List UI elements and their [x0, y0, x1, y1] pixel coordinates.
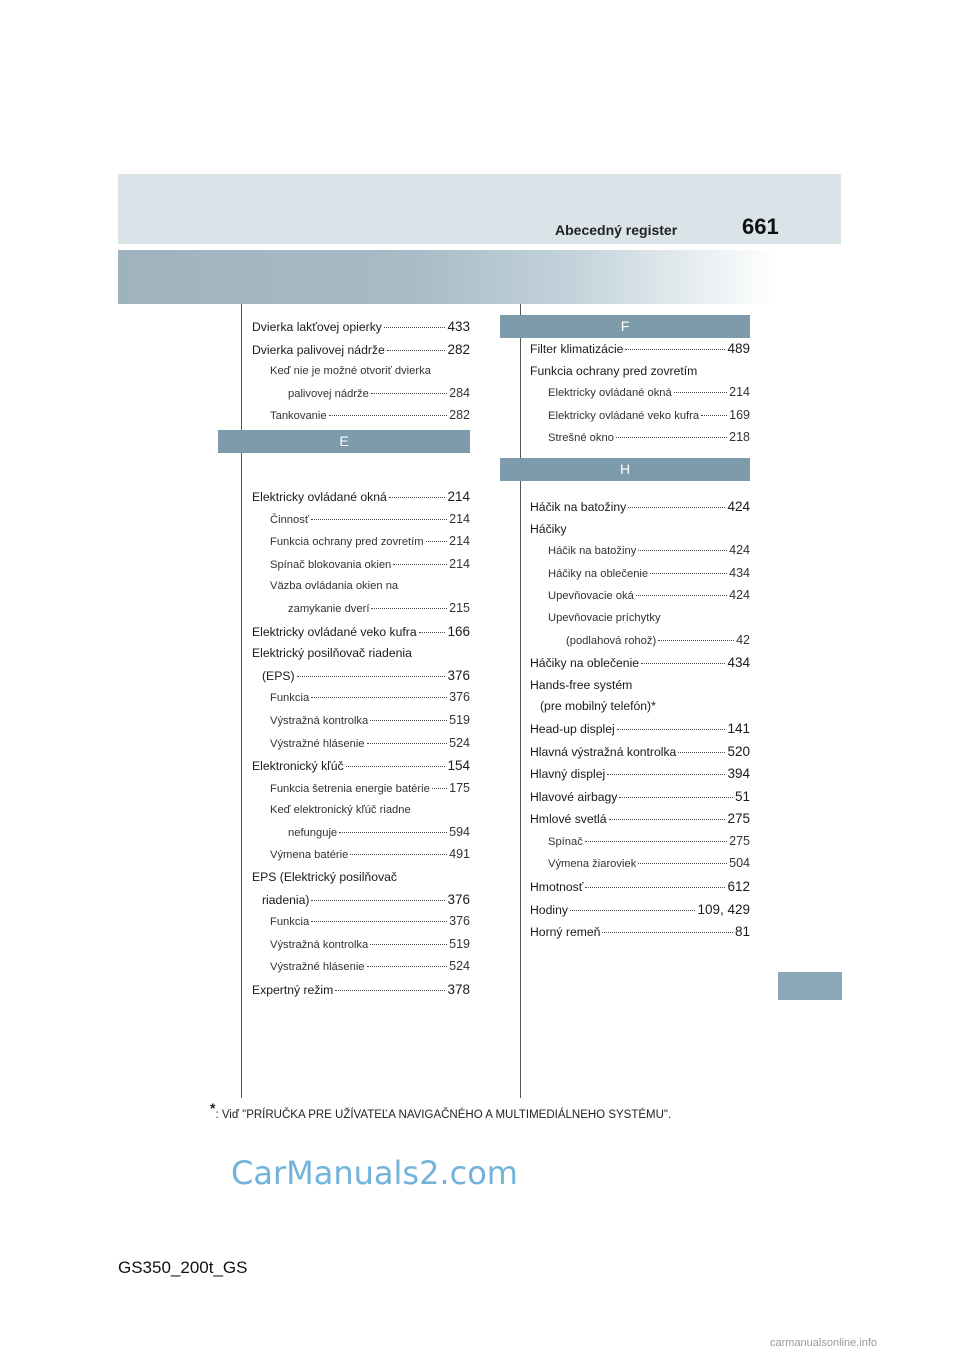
index-entry-label: Strešné okno — [548, 432, 614, 445]
index-entry-page: 214 — [449, 511, 470, 526]
index-entry-label: Hmlové svetlá — [530, 812, 607, 827]
index-entry-label: EPS (Elektrický posilňovač — [252, 870, 397, 885]
index-entry-label: Elektricky ovládané veko kufra — [252, 624, 417, 639]
letter-bar-f: F — [500, 315, 750, 338]
model-code: GS350_200t_GS — [118, 1258, 248, 1277]
index-entry — [530, 519, 750, 541]
index-entry-label: Háčik na batožiny — [530, 499, 627, 514]
index-entry-label: zamykanie dverí — [288, 602, 370, 615]
dot-leader — [311, 921, 447, 922]
index-entry-label: Elektrický posilňovač riadenia — [252, 646, 412, 661]
index-entry — [252, 822, 470, 845]
index-entry — [530, 696, 750, 718]
index-entry-label: Tankovanie — [270, 410, 327, 423]
site-credit: carmanualsonline.info — [770, 1337, 878, 1349]
index-entry-label: Háčiky na oblečenie — [548, 567, 649, 580]
index-entry-page: 434 — [727, 655, 750, 671]
index-entry-page: 214 — [449, 556, 470, 571]
entries-h — [530, 496, 750, 944]
footnote-text: : Viď "PRÍRUČKA PRE UŽÍVATEĽA NAVIGAČNÉHO A MULTIMEDIÁLNEHO SYSTÉMU". — [215, 1108, 672, 1121]
dot-leader — [641, 663, 725, 664]
index-entry — [530, 853, 750, 876]
index-entry-page: 376 — [447, 667, 470, 683]
index-entry-page: 520 — [727, 743, 750, 759]
index-entry-label: Elektronický kľúč — [252, 759, 344, 774]
dot-leader — [638, 863, 727, 864]
index-entry — [252, 361, 470, 383]
index-entry — [252, 621, 470, 644]
index-entry-label: Výmena žiaroviek — [548, 858, 637, 871]
index-entry-page: 434 — [729, 565, 750, 580]
index-entry-page: 154 — [447, 758, 470, 774]
dot-leader — [616, 437, 727, 438]
index-entry — [530, 786, 750, 809]
index-entry — [530, 741, 750, 764]
index-entry-page: 166 — [447, 623, 470, 639]
dot-leader — [602, 932, 733, 933]
index-entry-page: 282 — [447, 341, 470, 357]
dot-leader — [426, 541, 448, 542]
index-entry-label: Výmena batérie — [270, 849, 349, 862]
index-entry-label: (pre mobilný telefón)* — [540, 699, 656, 714]
index-entry-page: 594 — [449, 824, 470, 839]
dot-leader — [638, 550, 727, 551]
dot-leader — [701, 415, 727, 416]
dot-leader — [678, 752, 725, 753]
index-column-right — [530, 338, 750, 944]
index-entry — [530, 763, 750, 786]
index-entry — [530, 382, 750, 405]
index-entry — [252, 934, 470, 957]
index-entry-page: 433 — [447, 319, 470, 334]
index-entry-page: 376 — [447, 891, 470, 907]
index-entry — [252, 598, 470, 621]
index-entry — [252, 687, 470, 710]
page-title: Abecedný register — [555, 222, 678, 238]
index-entry — [252, 665, 470, 688]
index-entry — [252, 755, 470, 778]
index-entry-label: (EPS) — [262, 668, 295, 683]
dot-leader — [674, 392, 727, 393]
index-entry — [530, 608, 750, 630]
index-entry-label: Činnosť — [270, 513, 310, 526]
index-entry-page: 489 — [727, 341, 750, 356]
index-entry-page: 376 — [449, 690, 470, 705]
index-entry-label: Funkcia šetrenia energie batérie — [270, 782, 430, 795]
index-entry — [252, 554, 470, 577]
section-side-tab — [778, 972, 842, 1000]
index-entry — [252, 733, 470, 756]
index-entry-label: Horný remeň — [530, 925, 601, 940]
index-entry-label: Hmotnosť — [530, 880, 584, 895]
index-entry — [252, 383, 470, 406]
index-entry-label: Hodiny — [530, 902, 568, 917]
dot-leader — [350, 854, 447, 855]
dot-leader — [628, 507, 725, 508]
index-entry-label: Elektricky ovládané okná — [548, 387, 672, 400]
index-entry-page: 51 — [734, 788, 750, 804]
index-entry-page: 141 — [727, 720, 750, 736]
index-entry — [530, 808, 750, 831]
index-entry-label: Výstražné hlásenie — [270, 737, 365, 750]
index-entry — [530, 563, 750, 586]
index-entry-label: Upevňovacie príchytky — [548, 611, 661, 624]
index-entry-page: 214 — [447, 488, 470, 504]
index-entry-label: Háčiky — [530, 521, 567, 536]
index-entry-label: Head-up displej — [530, 721, 615, 736]
column-divider-left — [241, 304, 242, 1098]
dot-leader — [297, 676, 446, 677]
index-entry — [530, 540, 750, 563]
dot-leader — [311, 697, 447, 698]
index-entry — [530, 876, 750, 899]
index-entry-label: Väzba ovládania okien na — [270, 580, 399, 593]
index-entry-label: Spínač — [548, 835, 583, 848]
index-entry-page: 491 — [449, 847, 470, 862]
entries-d — [252, 316, 470, 428]
index-entry — [252, 486, 470, 509]
index-entry-page: 424 — [729, 588, 750, 603]
dot-leader — [585, 841, 727, 842]
dot-leader — [370, 944, 447, 945]
dot-leader — [650, 573, 727, 574]
dot-leader — [585, 887, 725, 888]
index-entry-page: 612 — [727, 879, 750, 895]
index-entry-label: Funkcia — [270, 916, 310, 929]
index-entry-page: 175 — [449, 780, 470, 795]
index-entry — [252, 844, 470, 867]
index-entry-label: Dvierka palivovej nádrže — [252, 342, 385, 357]
index-entry-label: nefunguje — [288, 826, 338, 839]
index-entry-label: Hlavný displej — [530, 767, 606, 782]
index-entry-page: 519 — [449, 936, 470, 951]
index-entry-label: Elektricky ovládané okná — [252, 489, 387, 504]
index-entry-page: 275 — [727, 811, 750, 827]
index-entry — [530, 899, 750, 922]
index-entry-label: Elektricky ovládané veko kufra — [548, 409, 700, 422]
index-entry-page: 214 — [449, 534, 470, 549]
index-entry-label: Keď elektronický kľúč riadne — [270, 804, 411, 817]
index-entry-page: 519 — [449, 712, 470, 727]
index-entry-page: 424 — [729, 543, 750, 558]
section-gradient-band — [118, 250, 778, 304]
index-entry-page: 169 — [729, 407, 750, 422]
index-entry-label: riadenia) — [262, 892, 310, 907]
index-entry-label: Výstražná kontrolka — [270, 714, 369, 727]
index-entry — [252, 979, 470, 1002]
index-entry-page: 215 — [449, 600, 470, 615]
index-entry-page: 376 — [449, 914, 470, 929]
dot-leader — [384, 327, 446, 328]
footnote — [210, 1100, 671, 1121]
index-entry — [252, 531, 470, 554]
index-entry-page: 218 — [729, 430, 750, 445]
index-entry-label: Upevňovacie oká — [548, 590, 634, 603]
index-entry-label: Hlavná výstražná kontrolka — [530, 744, 677, 759]
dot-leader — [609, 819, 726, 820]
index-entry — [530, 718, 750, 741]
index-entry — [252, 643, 470, 665]
watermark: CarManuals2.com — [231, 1154, 518, 1192]
index-entry-label: Funkcia — [270, 692, 310, 705]
index-entry-page: 109, 429 — [697, 901, 750, 917]
dot-leader — [389, 497, 446, 498]
index-entry — [252, 911, 470, 934]
index-entry-label: Výstražné hlásenie — [270, 961, 365, 974]
dot-leader — [311, 519, 447, 520]
index-entry-label: Keď nie je možné otvoriť dvierka — [270, 365, 431, 378]
index-entry-label: Dvierka lakťovej opierky — [252, 320, 382, 334]
index-entry-page: 282 — [449, 408, 470, 423]
index-entry — [530, 496, 750, 519]
index-entry — [530, 405, 750, 428]
index-entry — [252, 800, 470, 822]
index-entry-label: Funkcia ochrany pred zovretím — [270, 536, 424, 549]
dot-leader — [636, 595, 727, 596]
index-entry-label: Filter klimatizácie — [530, 342, 624, 356]
index-entry-page: 424 — [727, 498, 750, 514]
index-entry-label: Expertný režim — [252, 983, 334, 998]
dot-leader — [658, 640, 734, 641]
index-entry — [530, 585, 750, 608]
dot-leader — [393, 564, 447, 565]
index-entry — [252, 576, 470, 598]
dot-leader — [387, 350, 446, 351]
dot-leader — [339, 832, 447, 833]
index-entry-label: palivovej nádrže — [288, 387, 369, 400]
dot-leader — [371, 608, 447, 609]
index-entry — [530, 675, 750, 697]
index-entry-label: Výstražná kontrolka — [270, 938, 369, 951]
index-entry-page: 524 — [449, 735, 470, 750]
index-entry — [252, 710, 470, 733]
dot-leader — [607, 774, 725, 775]
entries-e — [252, 486, 470, 1002]
index-entry-page: 284 — [449, 385, 470, 400]
dot-leader — [570, 910, 696, 911]
header-band — [118, 174, 841, 244]
index-entry-label: Spínač blokovania okien — [270, 558, 392, 571]
index-entry-page: 81 — [734, 924, 750, 940]
column-divider-right — [520, 304, 521, 1098]
dot-leader — [432, 788, 447, 789]
index-entry — [252, 956, 470, 979]
index-entry-label: (podlahová rohož) — [566, 634, 657, 647]
dot-leader — [625, 349, 725, 350]
dot-leader — [619, 797, 733, 798]
index-entry-label: Hlavové airbagy — [530, 789, 618, 804]
dot-leader — [367, 966, 448, 967]
index-entry — [252, 316, 470, 339]
index-entry — [530, 921, 750, 944]
dot-leader — [346, 766, 446, 767]
index-entry-label: Háčiky na oblečenie — [530, 656, 640, 671]
dot-leader — [311, 900, 445, 901]
page-number: 661 — [742, 214, 779, 239]
index-column-left — [252, 316, 470, 1002]
dot-leader — [335, 990, 445, 991]
index-entry-label: Háčik na batožiny — [548, 545, 637, 558]
index-entry-label: Funkcia ochrany pred zovretím — [530, 363, 698, 378]
index-entry-page: 394 — [727, 766, 750, 782]
index-entry-page: 378 — [447, 982, 470, 998]
index-entry-page: 504 — [729, 856, 750, 871]
index-entry — [530, 338, 750, 361]
index-entry — [252, 867, 470, 889]
footnote-marker: * — [210, 1100, 216, 1116]
index-entry — [252, 405, 470, 428]
index-entry — [252, 339, 470, 362]
index-entry — [530, 652, 750, 675]
index-entry — [252, 778, 470, 801]
dot-leader — [329, 415, 448, 416]
entries-f — [530, 338, 750, 450]
index-entry-page: 275 — [729, 833, 750, 848]
index-entry — [530, 831, 750, 854]
index-entry — [530, 427, 750, 450]
dot-leader — [419, 632, 446, 633]
index-entry — [530, 361, 750, 383]
index-entry — [252, 509, 470, 532]
letter-bar-e: E — [218, 430, 470, 453]
dot-leader — [617, 729, 726, 730]
index-entry-label: Hands-free systém — [530, 677, 633, 692]
index-entry-page: 214 — [729, 385, 750, 400]
dot-leader — [371, 393, 447, 394]
letter-bar-h: H — [500, 458, 750, 481]
dot-leader — [370, 720, 447, 721]
index-entry — [252, 889, 470, 912]
index-entry-page: 524 — [449, 959, 470, 974]
dot-leader — [367, 743, 448, 744]
index-entry-page: 42 — [736, 632, 750, 647]
index-entry — [530, 630, 750, 653]
